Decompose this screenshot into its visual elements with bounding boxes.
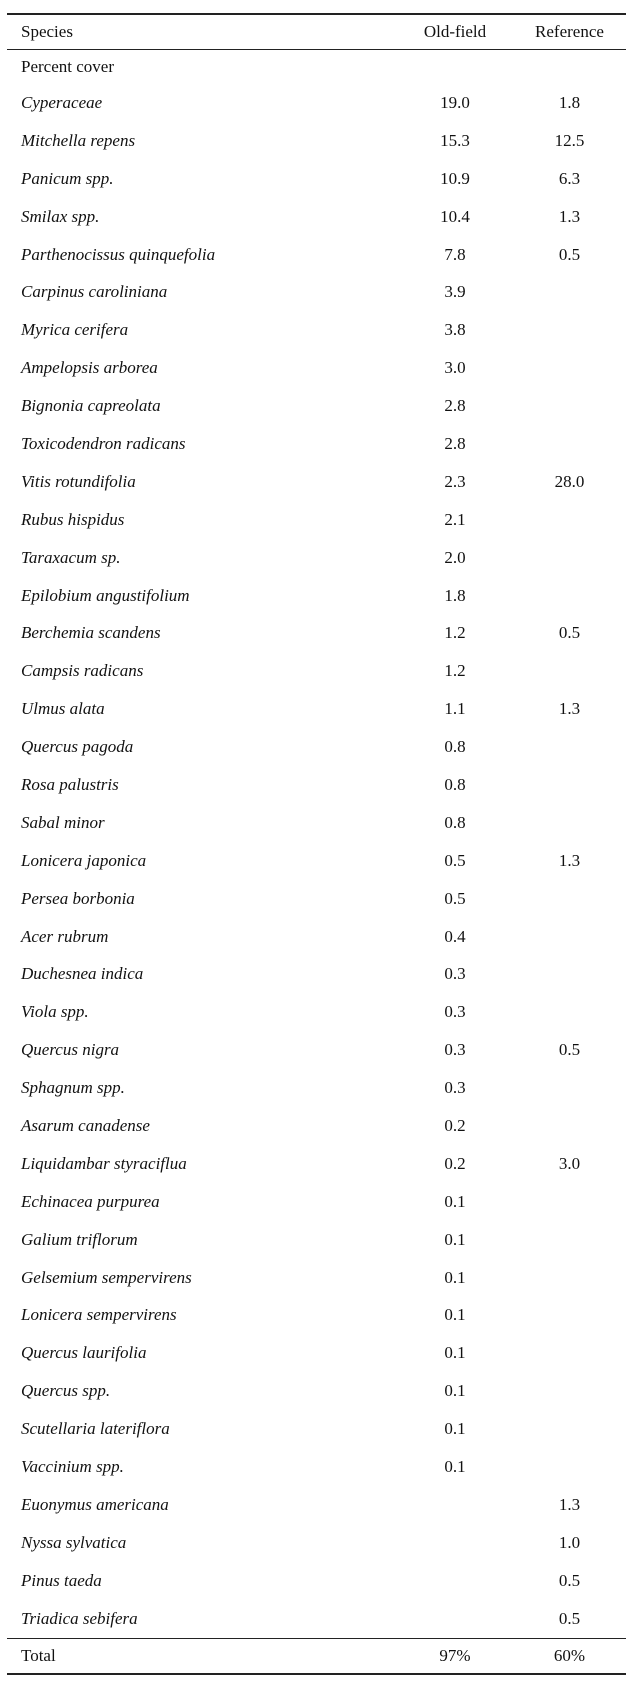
old-field-value: 0.3 [444,1078,466,1098]
old-field-value: 0.1 [444,1305,466,1325]
table-row [7,1297,626,1335]
species-name: Quercus laurifolia [21,1343,147,1363]
species-name: Berchemia scandens [21,623,161,643]
reference-value [513,577,626,615]
table-row [7,1145,626,1183]
reference-value [513,273,626,311]
old-field-value: 10.9 [440,168,470,188]
old-field-value: 2.8 [444,396,466,416]
table-row [7,1259,626,1297]
reference-value [513,804,626,842]
old-field-value: 0.1 [444,1267,466,1287]
table-row [7,614,626,652]
old-field-value: 0.3 [444,964,466,984]
species-name: Acer rubrum [21,926,109,946]
header-species: Species [7,14,397,50]
old-field-value [397,1486,513,1524]
reference-value [513,539,626,577]
table-row [7,955,626,993]
species-name: Nyssa sylvatica [21,1532,127,1552]
species-name: Taraxacum sp. [21,547,121,567]
reference-value: 1.8 [558,92,581,112]
table-row [7,728,626,766]
table-row [7,1107,626,1145]
table-row [7,539,626,577]
species-name: Lonicera sempervirens [21,1305,177,1325]
old-field-value: 19.0 [440,92,470,112]
reference-value: 0.5 [558,244,581,264]
reference-value [513,1259,626,1297]
table-body [7,50,626,1674]
total-row [7,1638,626,1674]
old-field-value: 3.0 [444,358,466,378]
reference-value [513,918,626,956]
reference-value [513,1410,626,1448]
species-name: Euonymus americana [21,1494,169,1514]
reference-value: 1.3 [558,206,581,226]
reference-value: 28.0 [554,471,585,491]
table-row [7,1562,626,1600]
reference-value [513,728,626,766]
old-field-value: 1.2 [444,661,466,681]
header-reference: Reference [513,14,626,50]
reference-value [513,1334,626,1372]
species-name: Liquidambar styraciflua [21,1153,187,1173]
old-field-value: 0.8 [444,737,466,757]
total-old-field: 97% [397,1638,513,1674]
reference-value: 1.3 [558,699,581,719]
table-row [7,1448,626,1486]
species-name: Triadica sebifera [21,1608,138,1628]
reference-value [513,1448,626,1486]
species-name: Epilobium angustifolium [21,585,190,605]
reference-value: 0.5 [558,623,581,643]
table-row [7,160,626,198]
old-field-value: 0.1 [444,1343,466,1363]
table-row [7,1334,626,1372]
total-label: Total [7,1638,397,1674]
table-row [7,236,626,274]
table-row [7,690,626,728]
old-field-value: 0.1 [444,1419,466,1439]
species-name: Gelsemium sempervirens [21,1267,192,1287]
reference-value: 1.3 [558,850,581,870]
old-field-value: 7.8 [444,244,466,264]
species-name: Quercus nigra [21,1040,120,1060]
reference-value: 0.5 [558,1608,581,1628]
table-row [7,918,626,956]
reference-value [513,1372,626,1410]
old-field-value: 0.1 [444,1381,466,1401]
table-row [7,273,626,311]
old-field-value: 0.8 [444,774,466,794]
table-row [7,880,626,918]
table-row [7,1600,626,1638]
reference-value [513,311,626,349]
reference-value [513,652,626,690]
old-field-value [397,1600,513,1638]
old-field-value: 2.0 [444,547,466,567]
reference-value [513,1221,626,1259]
species-name: Asarum canadense [21,1115,150,1135]
species-name: Panicum spp. [21,168,114,188]
reference-value [513,993,626,1031]
reference-value: 1.0 [558,1532,581,1552]
reference-value: 3.0 [558,1153,581,1173]
old-field-value: 10.4 [440,206,470,226]
table-row [7,577,626,615]
species-name: Persea borbonia [21,888,135,908]
species-name: Vaccinium spp. [21,1457,124,1476]
species-name: Campsis radicans [21,661,144,681]
old-field-value: 0.2 [444,1115,466,1135]
old-field-value: 3.8 [444,320,466,340]
reference-value [513,880,626,918]
species-name: Ulmus alata [21,699,105,719]
old-field-value: 1.1 [444,699,466,719]
table-row [7,84,626,122]
species-cover-table [7,13,626,1675]
old-field-value: 0.5 [444,888,466,908]
species-cover-table-container [7,13,626,1675]
header-row [7,14,626,50]
species-name: Scutellaria lateriflora [21,1419,170,1439]
total-reference: 60% [513,1638,626,1674]
old-field-value: 0.8 [444,812,466,832]
species-name: Toxicodendron radicans [21,433,186,453]
reference-value [513,387,626,425]
species-name: Ampelopsis arborea [21,358,158,378]
table-row [7,1486,626,1524]
reference-value: 0.5 [558,1040,581,1060]
table-row [7,463,626,501]
section-row [7,50,626,85]
table-row [7,1221,626,1259]
table-row [7,425,626,463]
table-row [7,1031,626,1069]
table-row [7,349,626,387]
species-name: Bignonia capreolata [21,396,161,416]
reference-value: 12.5 [554,130,585,150]
reference-value [513,1183,626,1221]
species-name: Echinacea purpurea [21,1191,160,1211]
old-field-value: 3.9 [444,282,466,302]
reference-value [513,501,626,539]
reference-value: 6.3 [558,168,581,188]
species-name: Quercus spp. [21,1381,111,1401]
old-field-value: 1.2 [444,623,466,643]
reference-value [513,349,626,387]
table-row [7,842,626,880]
old-field-value: 0.5 [444,850,466,870]
species-name: Myrica cerifera [21,320,129,340]
table-row [7,311,626,349]
old-field-value: 0.1 [444,1229,466,1249]
table-row [7,804,626,842]
table-row [7,1069,626,1107]
species-name: Galium triflorum [21,1229,138,1249]
table-row [7,1524,626,1562]
old-field-value: 2.3 [444,471,466,491]
species-name: Rosa palustris [21,774,119,794]
old-field-value: 1.8 [444,585,466,605]
old-field-value: 0.3 [444,1002,466,1022]
species-name: Sabal minor [21,812,105,832]
species-name: Mitchella repens [21,130,136,150]
section-label-percent-cover: Percent cover [21,57,114,76]
old-field-value: 0.4 [444,926,466,946]
table-header [7,14,626,50]
table-row [7,122,626,160]
species-name: Vitis rotundifolia [21,471,136,491]
reference-value [513,955,626,993]
reference-value: 0.5 [558,1570,581,1590]
old-field-value: 0.2 [444,1153,466,1173]
table-row [7,766,626,804]
reference-value [513,1297,626,1335]
table-row [7,1410,626,1448]
table-row [7,1183,626,1221]
table-row [7,652,626,690]
species-name: Viola spp. [21,1002,89,1022]
species-name: Cyperaceae [21,92,103,112]
species-name: Smilax spp. [21,206,100,226]
species-name: Carpinus caroliniana [21,282,168,302]
old-field-value: 0.1 [444,1457,466,1476]
species-name: Duchesnea indica [21,964,144,984]
table-row [7,501,626,539]
old-field-value: 0.3 [444,1040,466,1060]
table-row [7,198,626,236]
reference-value [513,425,626,463]
table-row [7,387,626,425]
species-name: Rubus hispidus [21,509,125,529]
species-name: Sphagnum spp. [21,1078,125,1098]
old-field-value: 15.3 [440,130,470,150]
species-name: Quercus pagoda [21,737,134,757]
old-field-value: 2.8 [444,433,466,453]
species-name: Parthenocissus quinquefolia [21,244,216,264]
old-field-value: 2.1 [444,509,466,529]
old-field-value: 0.1 [444,1191,466,1211]
species-name: Lonicera japonica [21,850,147,870]
old-field-value [397,1524,513,1562]
reference-value [513,1107,626,1145]
reference-value [513,766,626,804]
old-field-value [397,1562,513,1600]
header-old-field: Old-field [397,14,513,50]
table-row [7,1372,626,1410]
reference-value: 1.3 [558,1494,581,1514]
species-name: Pinus taeda [21,1570,102,1590]
table-row [7,993,626,1031]
reference-value [513,1069,626,1107]
